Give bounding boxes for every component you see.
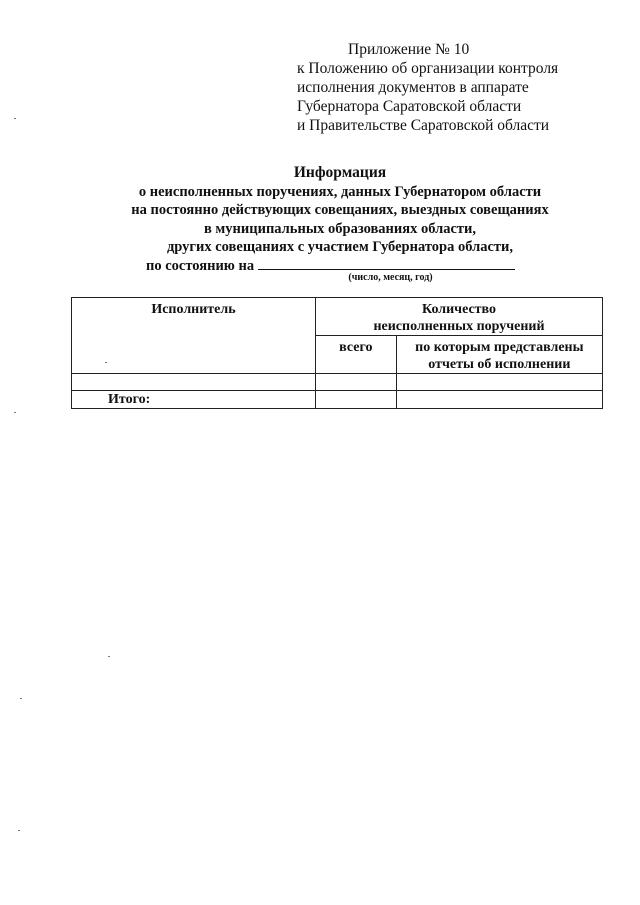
header-quantity	[316, 298, 603, 336]
scan-speck	[108, 656, 110, 657]
appendix-number: Приложение № 10	[348, 41, 470, 58]
scan-speck	[18, 830, 20, 831]
heading-line: о неисполненных поручениях, данных Губернатором области	[138, 183, 542, 200]
appendix-line: к Положению об организации контроля	[297, 60, 559, 77]
table-cell	[396, 391, 602, 409]
appendix-line: и Правительстве Саратовской области	[297, 117, 550, 134]
total-row	[72, 391, 603, 409]
table-cell	[396, 374, 602, 391]
heading-line: в муниципальных образованиях области,	[203, 220, 477, 237]
table-row	[72, 374, 603, 391]
heading-line: других совещаниях с участием Губернатора области,	[166, 239, 514, 255]
table-cell	[72, 374, 316, 391]
scan-speck	[14, 412, 16, 413]
header-total: всего	[316, 336, 397, 374]
appendix-line: Губернатора Саратовской области	[297, 98, 522, 115]
header-quantity-line: Количество	[421, 302, 497, 317]
header-quantity-line: неисполненных поручений	[373, 319, 545, 334]
header-reported-line: отчеты об исполнении	[428, 357, 571, 372]
header-reported-line: по которым представлены	[415, 340, 584, 355]
appendix-line: исполнения документов в аппарате	[297, 79, 529, 96]
date-hint: (число, месяц, год)	[348, 272, 433, 283]
report-table	[71, 297, 603, 409]
table-cell	[316, 391, 397, 409]
document-heading	[60, 164, 620, 257]
date-label: по состоянию на	[146, 258, 255, 274]
scan-speck	[14, 118, 16, 119]
scan-speck	[20, 698, 22, 699]
heading-line: на постоянно действующих совещаниях, выездных совещаниях	[131, 202, 549, 218]
document-title: Информация	[293, 164, 387, 181]
scan-speck	[105, 362, 107, 363]
appendix-block	[297, 40, 617, 135]
header-executor: Исполнитель	[72, 298, 316, 374]
date-blank-field	[258, 255, 515, 270]
header-reported	[396, 336, 602, 374]
total-label: Итого:	[72, 391, 316, 409]
table-cell	[316, 374, 397, 391]
